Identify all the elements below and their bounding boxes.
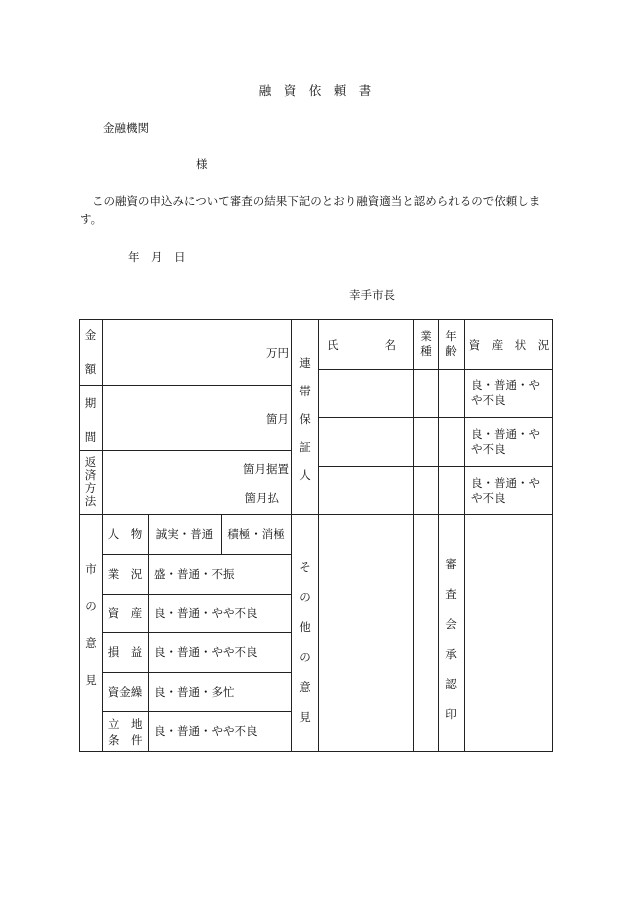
- location-label: [108, 716, 143, 748]
- person-option-2: 積極・消極: [227, 527, 285, 541]
- location-label-line-2: 条 件: [108, 733, 143, 747]
- business-options: 盛・普通・不振: [154, 567, 235, 581]
- body-text-line-2: す。: [80, 212, 103, 226]
- guarantor-age-header: 年齢: [445, 329, 457, 358]
- repayment-installments: 箇月払: [244, 491, 279, 505]
- funding-options: 良・普通・多忙: [154, 684, 235, 699]
- person-option-1: 誠実・普通: [155, 527, 214, 541]
- mayor-signature: 幸手市長: [349, 288, 395, 302]
- assets-options: 良・普通・やや不良: [154, 606, 258, 620]
- repayment-deferred: 箇月据置: [243, 462, 289, 476]
- business-label: 業 況: [107, 567, 143, 581]
- location-label-line-1: 立 地: [108, 717, 143, 731]
- location-options: 良・普通・やや不良: [154, 724, 258, 738]
- funding-label: 資金繰: [107, 684, 143, 699]
- city-opinion-label: 市の意見: [85, 562, 97, 687]
- asset-option-line-1: 良・普通・や: [471, 476, 540, 490]
- assets-label: 資 産: [107, 606, 143, 620]
- body-text-line-1: この融資の申込みについて審査の結果下記のとおり融資適当と認められるので依頼しま: [92, 194, 541, 208]
- period-unit: 箇月: [266, 412, 289, 426]
- period-label-top: 期: [84, 396, 97, 410]
- joint-guarantor-label: 連帯保証人: [299, 356, 311, 482]
- profit-options: 良・普通・やや不良: [154, 645, 258, 659]
- amount-label-bottom: 額: [84, 362, 97, 376]
- amount-label-top: 金: [84, 328, 97, 342]
- guarantor-row-2-assets: [471, 427, 551, 457]
- asset-option-line-1: 良・普通・や: [471, 427, 540, 441]
- date-line: 年 月 日: [128, 250, 186, 264]
- loan-request-table: [79, 319, 553, 752]
- guarantor-assets-header: 資 産 状 況: [468, 338, 550, 352]
- review-approval-seal-label: 審査会承認印: [445, 557, 457, 721]
- guarantor-industry-header: 業種: [420, 329, 432, 358]
- guarantor-row-1-assets: [471, 378, 551, 408]
- honorific: 様: [196, 157, 208, 171]
- institution-label: 金融機関: [103, 121, 149, 135]
- other-opinion-label: その他の意見: [299, 560, 311, 724]
- asset-option-line-2: や不良: [471, 393, 506, 407]
- person-label: 人 物: [107, 527, 143, 541]
- period-label-bottom: 間: [84, 430, 97, 444]
- amount-unit: 万円: [266, 346, 289, 360]
- asset-option-line-2: や不良: [471, 442, 506, 456]
- guarantor-name-header: 氏 名: [327, 338, 396, 352]
- guarantor-row-3-assets: [471, 476, 551, 506]
- repayment-method-label: 返済方法: [84, 455, 97, 508]
- profit-label: 損 益: [107, 645, 143, 659]
- document-title: 融 資 依 頼 書: [258, 83, 372, 98]
- asset-option-line-2: や不良: [471, 491, 506, 505]
- asset-option-line-1: 良・普通・や: [471, 378, 540, 392]
